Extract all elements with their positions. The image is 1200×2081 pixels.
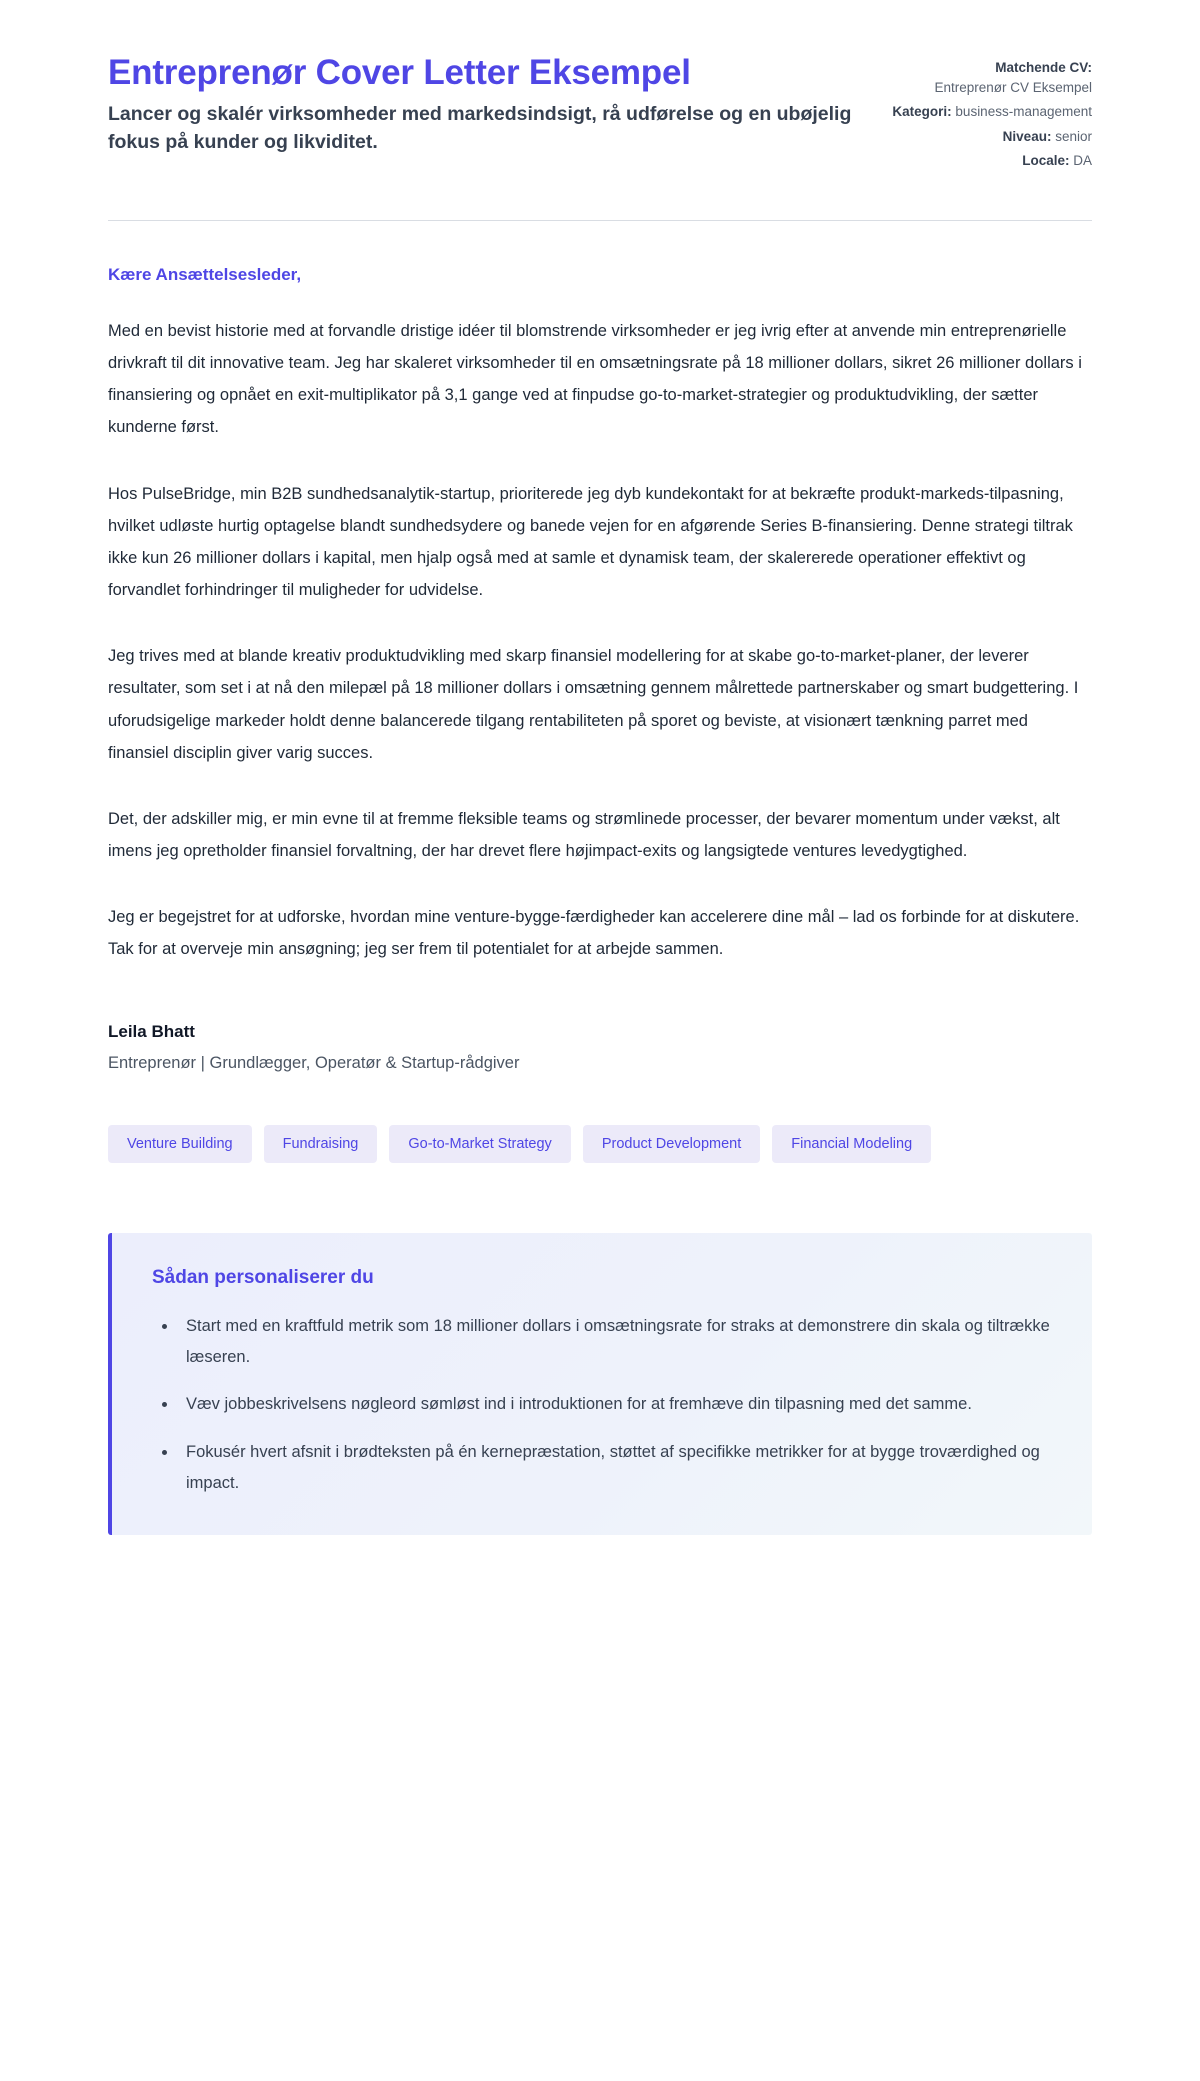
letter-paragraph: Jeg er begejstret for at udforske, hvordan mine venture-bygge-færdigheder kan accelerere dine mål – lad os forbinde for at diskutere. Tak for at overveje min ansøgning; jeg ser frem til potentialet for at arbejde sammen. — [108, 908, 1080, 959]
meta-matching-cv-value: Entreprenør CV Eksempel — [934, 79, 1092, 95]
signature-name: Leila Bhatt — [108, 1021, 195, 1041]
skill-tag[interactable]: Venture Building — [108, 1125, 252, 1163]
meta-locale-value: DA — [1073, 153, 1092, 169]
meta-level — [892, 127, 1092, 147]
signature-role: Entreprenør | Grundlægger, Operatør & Startup-rådgiver — [108, 1053, 520, 1072]
meta-matching-cv — [892, 58, 1092, 97]
tips-list — [152, 1311, 1052, 1500]
meta-locale-label: Locale: — [1022, 153, 1070, 169]
letter-paragraph: Hos PulseBridge, min B2B sundhedsanalytik-startup, prioriterede jeg dyb kundekontakt for at bekræfte produkt-markeds-tilpasning, hvilket udløste hurtig optagelse blandt sundhedsydere og banede vejen for en afgørende Series B-finansiering. Denne strategi tiltrak ikke kun 26 millioner dollars i kapital, men hjalp også med at samle et dynamisk team, der skalererede operationer effektivt og forvandlet forhindringer til muligheder for udvidelse. — [108, 484, 1073, 600]
meta-level-label: Niveau: — [1002, 128, 1052, 144]
signature-block — [108, 1022, 1092, 1073]
tips-list-item: • Fokusér hvert afsnit i brødteksten på én kernepræstation, støttet af specifikke metrikker for at bygge troværdighed og impact. — [178, 1437, 1052, 1500]
skill-tag[interactable]: Financial Modeling — [772, 1125, 931, 1163]
skill-tag-list — [108, 1125, 1092, 1163]
page-header — [108, 52, 1092, 176]
tips-list-item: • Start med en kraftfuld metrik som 18 millioner dollars i omsætningsrate for straks at demonstrere din skala og tiltrække læseren. — [178, 1311, 1052, 1374]
page-subtitle: Lancer og skalér virksomheder med markedsindsigt, rå udførelse og en ubøjelig fokus på kunder og likviditet. — [108, 103, 852, 153]
skill-tag[interactable]: Product Development — [583, 1125, 760, 1163]
meta-level-value: senior — [1055, 128, 1092, 144]
meta-category-value: business-management — [955, 104, 1092, 120]
letter-paragraph: Det, der adskiller mig, er min evne til at fremme fleksible teams og strømlinede processer, der bevarer momentum under vækst, alt imens jeg opretholder finansiel forvaltning, der har drevet flere højimpact-exits og langsigtede ventures levedygtighed. — [108, 809, 1060, 861]
tips-title: Sådan personaliserer du — [152, 1266, 374, 1288]
letter-body — [108, 221, 1092, 966]
meta-category-label: Kategori: — [892, 104, 952, 120]
meta-matching-cv-label: Matchende CV: — [995, 60, 1092, 75]
letter-paragraph: Med en bevist historie med at forvandle dristige idéer til blomstrende virksomheder er jeg ivrig efter at anvende min entreprenørielle drivkraft til dit innovative team. Jeg har skaleret virksomheder til en omsætningsrate på 18 millioner dollars, sikret 26 millioner dollars i finansiering og opnået en exit-multiplikator på 3,1 gange ved at finpudse go-to-market-strategier og produktudvikling, der sætter kunderne først. — [108, 321, 1082, 437]
document-metadata — [892, 52, 1092, 176]
skill-tag[interactable]: Go-to-Market Strategy — [389, 1125, 570, 1163]
letter-paragraph: Jeg trives med at blande kreativ produktudvikling med skarp finansiel modellering for at skabe go-to-market-planer, der leverer resultater, som set i at nå den milepæl på 18 millioner dollars i omsætning gennem målrettede partnerskaber og smart budgettering. I uforudsigelige markeder holdt denne balancerede tilgang rentabiliteten på sporet og beviste, at visionært tænkning parret med finansiel disciplin giver varig succes. — [108, 647, 1079, 762]
skill-tag[interactable]: Fundraising — [264, 1125, 378, 1163]
meta-category — [892, 102, 1092, 122]
salutation: Kære Ansættelsesleder, — [108, 264, 302, 284]
meta-locale — [892, 151, 1092, 171]
personalization-tips-callout — [108, 1233, 1092, 1536]
header-text-block — [108, 52, 852, 157]
tips-list-item: • Væv jobbeskrivelsens nøgleord sømløst ind i introduktionen for at fremhæve din tilpasning med det samme. — [178, 1389, 1052, 1420]
page-title: Entreprenør Cover Letter Eksempel — [108, 53, 691, 92]
